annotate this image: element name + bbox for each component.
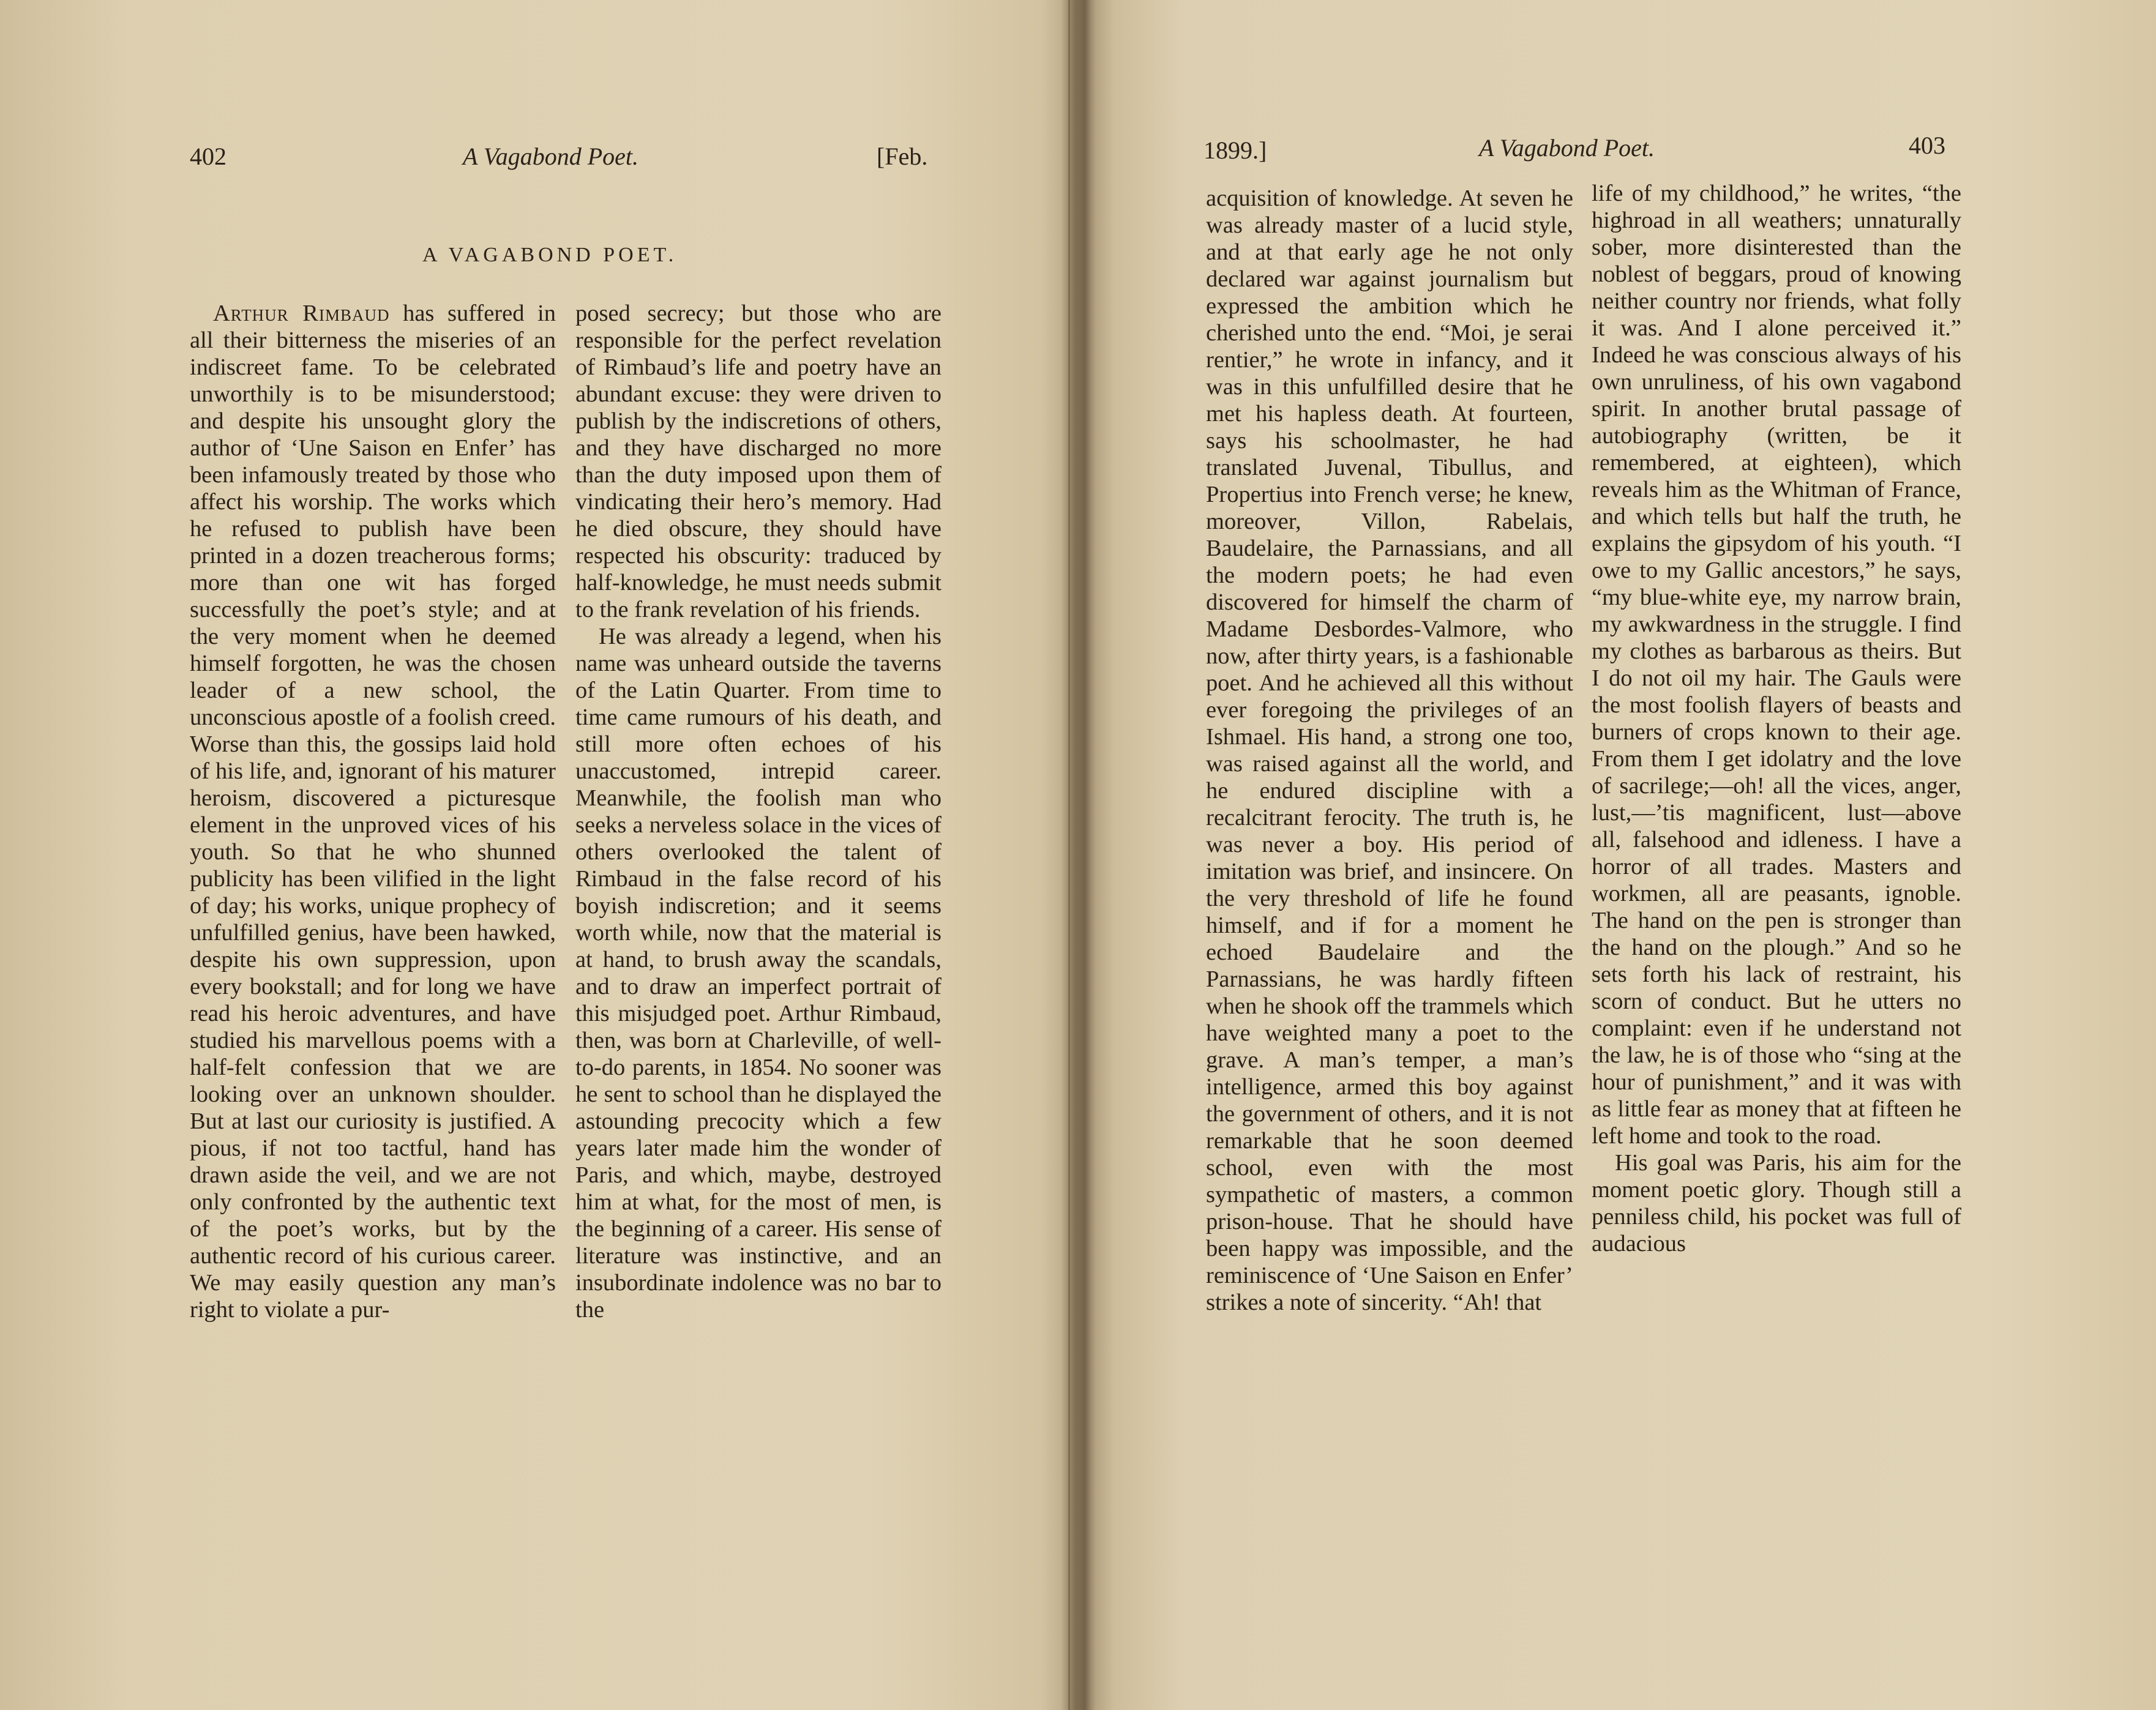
paragraph: life of my childhood,” he writes, “the highroad in all weathers; unnaturally sober, more disinterested than the noblest of beggars, proud of knowing neither country nor friends, what folly it was. And I alone perceived it.” Indeed he was conscious always of his own unruliness, of his own vagabond spirit. In another brutal passage of autobiography (written, be it remembered, at eighteen), which reveals him as the Whitman of France, and which tells but half the truth, he explains the gipsydom of his youth. “I owe to my Gallic ancestors,” he says, “my blue-white eye, my narrow brain, my awkwardness in the struggle. I find my clothes as barbarous as theirs. But I do not oil my hair. The Gauls were the most foolish flayers of beasts and burners of crops known to their age. From them I get idolatry and the love of sacrilege;—oh! all the vices, anger, lust,—’tis magnificent, lust—above all, falsehood and idleness. I have a horror of all trades. Masters and workmen, all are peasants, ignoble. The hand on the pen is stronger than the hand on the plough.” And so he sets forth his lack of restraint, his scorn of conduct. But he utters no complaint: even if he understand not the law, he is of those who “sing at the hour of punishment,” and it was with as little fear as money that at fifteen he left home and took to the road. [1592,181,1961,1149]
running-date: [Feb. [877,143,928,170]
right-column-1 [1206,185,1573,1316]
left-column-1 [190,300,556,1323]
article-title: A VAGABOND POET. [422,244,678,266]
running-title [463,142,638,171]
left-column-2 [575,300,941,1323]
author-name-smallcaps: Arthur Rimbaud [213,301,390,326]
running-title [1479,133,1655,162]
paragraph: He was already a legend, when his name was unheard outside the taverns of the Latin Quarter. From time to time came rumours of his death, and still more often echoes of his unaccustomed, intrepid career. Meanwhile, the foolish man who seeks a nerveless solace in the vices of others overlooked the talent of Rimbaud in the false record of his boyish indiscretion; and it seems worth while, now that the material is at hand, to brush away the scandals, and to draw an imperfect portrait of this misjudged poet. Arthur Rimbaud, then, was born at Charleville, of well-to-do parents, in 1854. No sooner was he sent to school than he displayed the astounding precocity which a few years later made him the wonder of Paris, and which, maybe, destroyed him at what, for the most of men, is the beginning of a career. His sense of literature was instinctive, and an insubordinate indolence was no bar to the [575,624,941,1323]
paragraph: posed secrecy; but those who are responsible for the perfect revelation of Rimbaud’s life and poetry have an abundant excuse: they were driven to publish by the indiscretions of others, and they have discharged no more than the duty imposed upon them of vindicating their hero’s memory. Had he died obscure, they should have respected his obscurity: traduced by half-knowledge, he must needs submit to the frank revelation of his friends. [575,301,941,622]
left-page [0,0,1070,1710]
running-title-text: A Vagabond Poet. [463,143,639,170]
page-number: 402 [190,143,226,170]
paragraph [190,300,556,1323]
right-column-2 [1592,180,1961,1257]
running-title-text: A Vagabond Poet. [1479,134,1655,162]
paragraph-text: has suffered in all their bitterness the miseries of an indiscreet fame. To be celebrated unworthily is to be misunderstood; and despite his unsought glory the author of ‘Une Saison en Enfer’ has been infamously treated by those who affect his worship. The works which he refused to publish have been printed in a dozen treacherous forms; more than one wit has forged successfully the poet’s style; and at the very moment when he deemed himself forgotten, he was the chosen leader of a new school, the unconscious apostle of a foolish creed. Worse than this, the gossips laid hold of his life, and, ignorant of his maturer heroism, discovered a picturesque element in the unproved vices of his youth. So that he who shunned publicity has been vilified in the light of day; his works, unique prophecy of unfulfilled genius, have been hawked, despite his own suppression, upon every bookstall; and for long we have read his heroic adventures, and have studied his marvellous poems with a half-felt confession that we are looking over an unknown shoulder. But at last our curiosity is justified. A pious, if not too tactful, hand has drawn aside the veil, and we are not only confronted by the authentic text of the poet’s works, but by the authentic record of his curious career. We may easily question any man’s right to violate a pur- [190,301,556,1323]
right-page [1084,0,2156,1710]
running-date: 1899.] [1203,136,1267,164]
paragraph: acquisition of knowledge. At seven he was already master of a lucid style, and at that early age he not only declared war against journalism but expressed the ambition which he cherished unto the end. “Moi, je serai rentier,” he wrote in infancy, and it was in this unfulfilled desire that he met his hapless death. At fourteen, says his schoolmaster, he had translated Juvenal, Tibullus, and Propertius into French verse; he knew, moreover, Villon, Rabelais, Baudelaire, the Parnassians, and all the modern poets; he had even discovered for himself the charm of Madame Desbordes-Valmore, who now, after thirty years, is a fashionable poet. And he achieved all this without ever foregoing the privileges of an Ishmael. His hand, a strong one too, was raised against all the world, and he endured discipline with a recalcitrant ferocity. The truth is, he was never a boy. His period of imitation was brief, and insincere. On the very threshold of life he found himself, and if for a moment he echoed Baudelaire and the Parnassians, he was hardly fifteen when he shook off the trammels which have weighted many a poet to the grave. A man’s temper, a man’s intelligence, armed this boy against the government of others, and it is not remarkable that he soon deemed school, even with the most sympathetic of masters, a common prison-house. That he should have been happy was impossible, and the reminiscence of ‘Une Saison en Enfer’ strikes a note of sincerity. “Ah! that [1206,185,1573,1315]
paragraph: His goal was Paris, his aim for the moment poetic glory. Though still a penniless child, his pocket was full of audacious [1592,1150,1961,1256]
page-number: 403 [1909,132,1945,159]
